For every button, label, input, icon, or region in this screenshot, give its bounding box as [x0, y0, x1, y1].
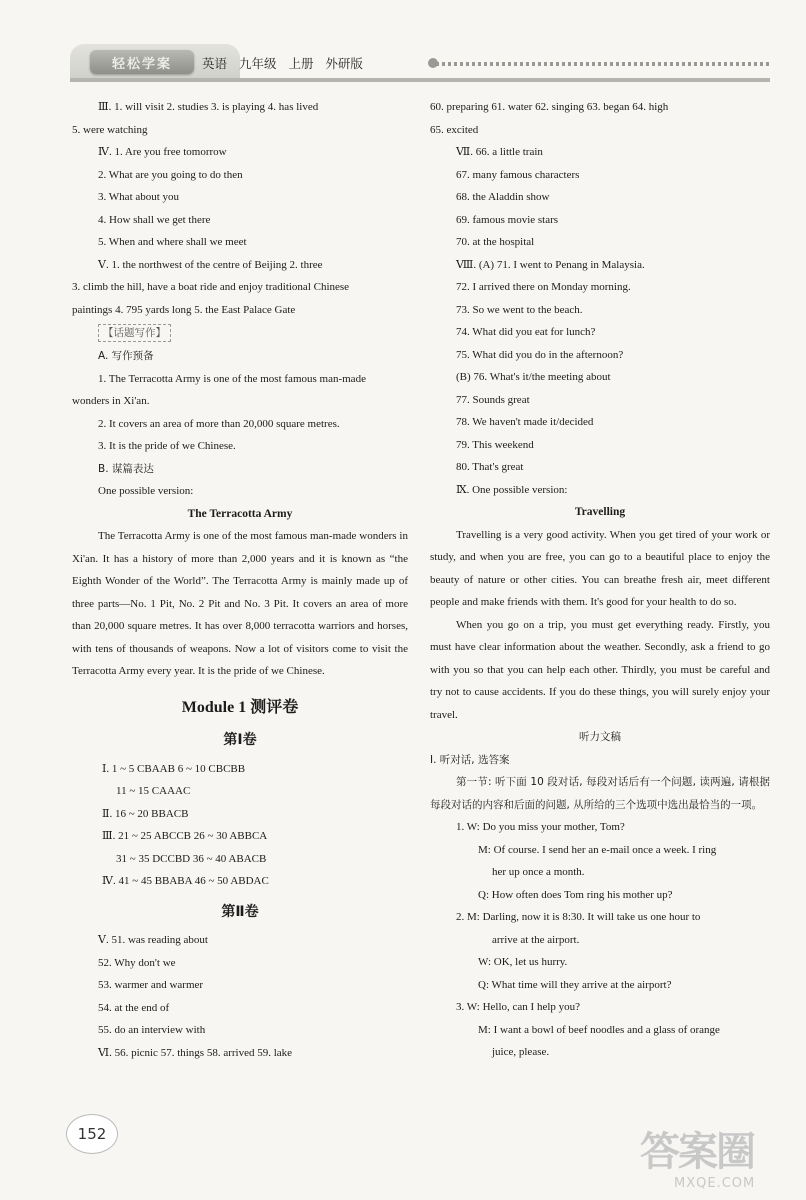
dialogue-line: M: Of course. I send her an e-mail once a week. I ring: [478, 843, 717, 856]
section-tag: 【话题写作】: [98, 324, 171, 342]
answer-line: 70. at the hospital: [456, 236, 535, 248]
answer-line: 2. It covers an area of more than 20,000 square metres.: [98, 417, 340, 430]
answer-line: Ⅲ. 1. will visit 2. studies 3. is playing 4. has lived: [98, 101, 319, 113]
answer-line: Ⅴ. 1. the northwest of the centre of Beijing 2. three: [98, 258, 323, 271]
dialogue-line: Q: What time will they arrive at the airport?: [478, 978, 672, 991]
listening-instructions: 第一节: 听下面 10 段对话, 每段对话后有一个问题, 读两遍, 请根据每段对话的内容和后面的问题, 从所给的三个选项中选出最恰当的一项。: [430, 776, 770, 811]
answer-line: Ⅱ. 16 ~ 20 BBACB: [102, 807, 189, 820]
watermark: [640, 1130, 790, 1190]
answer-line: Ⅸ. One possible version:: [456, 483, 568, 496]
answer-line: 67. many famous characters: [456, 168, 580, 181]
answer-line: 73. So we went to the beach.: [456, 303, 583, 316]
page-number: 152: [66, 1114, 118, 1154]
answer-line: Ⅵ. 56. picnic 57. things 58. arrived 59. lake: [98, 1046, 293, 1059]
answer-line: 72. I arrived there on Monday morning.: [456, 281, 631, 293]
answer-line: 4. How shall we get there: [98, 213, 211, 226]
right-column: [430, 96, 770, 1064]
section-heading: Ⅰ. 听对话, 选答案: [430, 753, 510, 766]
answer-line: Ⅰ. 1 ~ 5 CBAAB 6 ~ 10 CBCBB: [102, 762, 246, 775]
dialogue-line: juice, please.: [492, 1046, 550, 1058]
answer-line: Ⅲ. 21 ~ 25 ABCCB 26 ~ 30 ABBCA: [102, 830, 268, 842]
answer-line: 55. do an interview with: [98, 1024, 206, 1036]
answer-line: 54. at the end of: [98, 1001, 170, 1014]
answer-line: 80. That's great: [456, 461, 524, 473]
dialogue-line: her up once a month.: [492, 866, 585, 878]
answer-line: 3. climb the hill, have a boat ride and enjoy traditional Chinese: [72, 281, 350, 293]
answer-line: 74. What did you eat for lunch?: [456, 326, 596, 338]
essay-paragraph: When you go on a trip, you must get everything ready. Firstly, you must have clear information about the weather. Secondly, ask a friend to go with you so that you can help each other. Thirdly, you must be careful and try not to cause accidents. If you do these things, you will surely enjoy your travel.: [430, 618, 770, 721]
dialogue-line: arrive at the airport.: [492, 933, 580, 946]
listening-title: 听力文稿: [579, 731, 621, 743]
answer-line: 78. We haven't made it/decided: [456, 416, 594, 428]
section-heading: B. 谋篇表达: [98, 462, 154, 475]
answer-line: 75. What did you do in the afternoon?: [456, 348, 624, 361]
answer-line: 3. It is the pride of we Chinese.: [98, 440, 236, 452]
answer-line: wonders in Xi'an.: [72, 395, 150, 407]
watermark-url: MXQE.COM: [674, 1176, 756, 1191]
dialogue-line: 3. W: Hello, can I help you?: [456, 1001, 581, 1013]
answer-line: 31 ~ 35 DCCBD 36 ~ 40 ABACB: [116, 852, 267, 865]
version-label: One possible version:: [98, 485, 194, 497]
answer-line: 53. warmer and warmer: [98, 979, 204, 991]
answer-line: 3. What about you: [98, 191, 180, 203]
answer-line: 1. The Terracotta Army is one of the most famous man-made: [98, 372, 366, 385]
answer-line: 69. famous movie stars: [456, 213, 559, 226]
answer-line: Ⅷ. (A) 71. I went to Penang in Malaysia.: [456, 258, 645, 271]
essay-paragraph: Travelling is a very good activity. When you get tired of your work or study, and when you are free, you can go to a beautiful place to enjoy the beauty of nature or other cities. You can breathe fresh air, meet different people and make friends with them. It's good for your health to do so.: [430, 528, 770, 608]
dialogue-line: 2. M: Darling, now it is 8:30. It will take us one hour to: [456, 911, 701, 923]
answer-line: 52. Why don't we: [98, 956, 176, 969]
answer-line: 79. This weekend: [456, 438, 534, 451]
answer-line: paintings 4. 795 yards long 5. the East Palace Gate: [72, 303, 296, 316]
essay-title: Travelling: [574, 506, 626, 518]
answer-line: 68. the Aladdin show: [456, 191, 550, 203]
dialogue-line: M: I want a bowl of beef noodles and a glass of orange: [478, 1023, 720, 1036]
answer-line: 65. excited: [430, 123, 479, 136]
dialogue-line: W: OK, let us hurry.: [478, 956, 568, 968]
answer-line: 60. preparing 61. water 62. singing 63. began 64. high: [430, 101, 669, 113]
left-column: [72, 96, 408, 1064]
answer-line: Ⅳ. 41 ~ 45 BBABA 46 ~ 50 ABDAC: [102, 875, 269, 887]
header-dotted-line: [430, 62, 770, 66]
answer-line: 2. What are you going to do then: [98, 168, 243, 181]
answer-line: (B) 76. What's it/the meeting about: [456, 371, 611, 383]
essay-paragraph: The Terracotta Army is one of the most famous man-made wonders in Xi'an. It has a history of more than 2,000 years and it is known as “the Eighth Wonder of the World”. The Terracotta Army is mainly made up of three parts—No. 1 Pit, No. 2 Pit and No. 3 Pit. It covers an area of more than 20,000 square metres. It has over 8,000 terracotta warriors and horses, with tens of thousands of weapons. Now a lot of visitors come to visit the Terracotta Army every year. It is the pride of we Chinese.: [72, 530, 408, 677]
header-rule: [70, 78, 770, 82]
module-title: Module 1 测评卷: [181, 698, 299, 716]
volume-title: 第Ⅰ卷: [223, 732, 257, 748]
book-info: 英语 九年级 上册 外研版: [202, 56, 363, 71]
answer-line: 5. When and where shall we meet: [98, 236, 247, 248]
essay-title: The Terracotta Army: [187, 507, 293, 520]
dialogue-line: Q: How often does Tom ring his mother up?: [478, 888, 673, 901]
answer-line: Ⅶ. 66. a little train: [456, 146, 543, 158]
answer-line: 77. Sounds great: [456, 393, 530, 406]
answer-line: 11 ~ 15 CAAAC: [116, 785, 191, 797]
dialogue-line: 1. W: Do you miss your mother, Tom?: [456, 821, 625, 833]
watermark-logo: 答案圈: [640, 1129, 754, 1175]
page-header: [70, 44, 770, 84]
answer-line: Ⅳ. 1. Are you free tomorrow: [98, 146, 227, 158]
brand-badge: 轻松学案: [90, 50, 194, 74]
answer-line: Ⅴ. 51. was reading about: [98, 934, 208, 946]
section-heading: A. 写作预备: [98, 350, 154, 362]
answer-line: 5. were watching: [72, 123, 148, 136]
volume-title: 第Ⅱ卷: [221, 903, 259, 920]
